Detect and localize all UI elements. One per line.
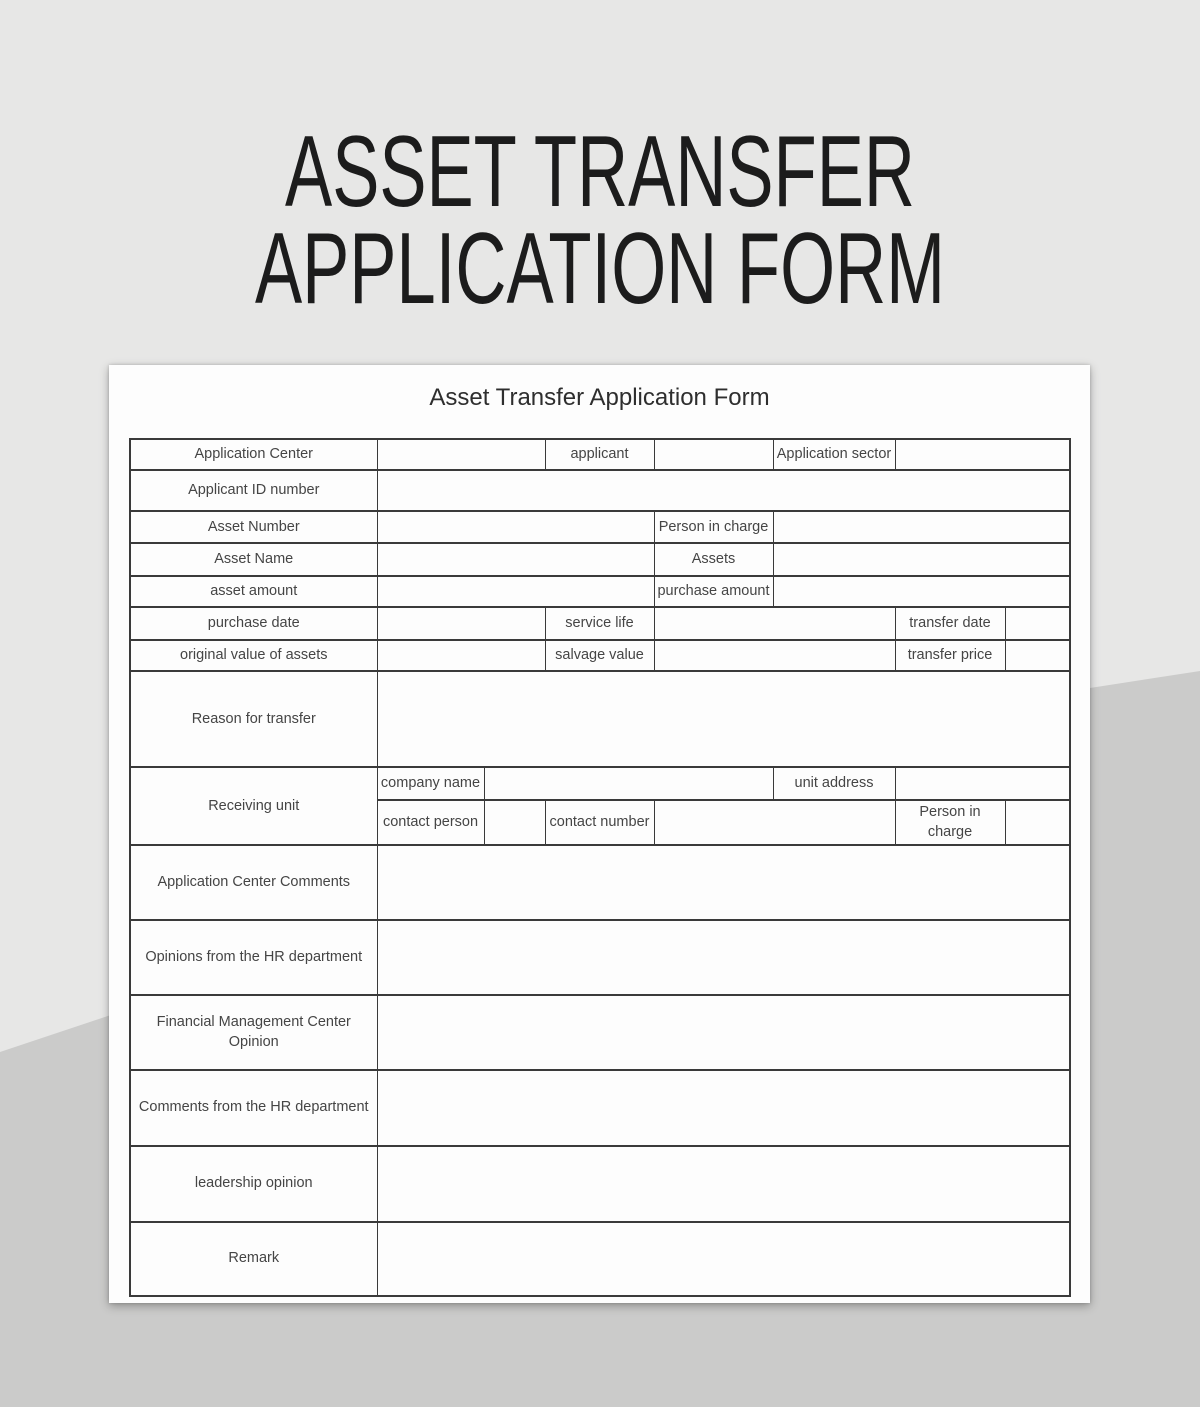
field-company-name	[484, 767, 773, 800]
field-application-sector	[895, 439, 1070, 470]
field-reason-for-transfer	[377, 671, 1070, 767]
label-purchase-amount: purchase amount	[654, 576, 773, 607]
label-assets: Assets	[654, 543, 773, 576]
label-asset-number: Asset Number	[130, 511, 377, 543]
field-transfer-date	[1005, 607, 1070, 640]
field-contact-number	[654, 800, 895, 845]
label-transfer-date: transfer date	[895, 607, 1005, 640]
table-row	[130, 920, 1070, 995]
page-title-line1: ASSET TRANSFER	[285, 116, 915, 228]
table-row	[130, 543, 1070, 576]
label-receiving-unit: Receiving unit	[130, 767, 377, 845]
table-row	[130, 1222, 1070, 1296]
table-row	[130, 470, 1070, 511]
field-transfer-price	[1005, 640, 1070, 671]
field-receiving-person-in-charge	[1005, 800, 1070, 845]
field-person-in-charge	[773, 511, 1070, 543]
table-row	[130, 671, 1070, 767]
field-remark	[377, 1222, 1070, 1296]
label-contact-number: contact number	[545, 800, 654, 845]
table-row	[130, 439, 1070, 470]
form-table	[129, 438, 1071, 1297]
label-company-name: company name	[377, 767, 484, 800]
field-opinions-from-hr	[377, 920, 1070, 995]
field-purchase-date	[377, 607, 545, 640]
field-leadership-opinion	[377, 1146, 1070, 1222]
label-asset-amount: asset amount	[130, 576, 377, 607]
field-comments-from-hr	[377, 1070, 1070, 1146]
label-unit-address: unit address	[773, 767, 895, 800]
label-person-in-charge: Person in charge	[654, 511, 773, 543]
document-page	[109, 365, 1090, 1303]
table-row	[130, 995, 1070, 1070]
label-application-center: Application Center	[130, 439, 377, 470]
table-row	[130, 576, 1070, 607]
form-title: Asset Transfer Application Form	[429, 384, 770, 411]
label-opinions-from-hr: Opinions from the HR department	[130, 920, 377, 995]
field-asset-name	[377, 543, 654, 576]
label-applicant: applicant	[545, 439, 654, 470]
label-application-center-comments: Application Center Comments	[130, 845, 377, 920]
label-applicant-id-number: Applicant ID number	[130, 470, 377, 511]
field-assets	[773, 543, 1070, 576]
table-row	[130, 1146, 1070, 1222]
field-application-center	[377, 439, 545, 470]
field-service-life	[654, 607, 895, 640]
field-asset-amount	[377, 576, 654, 607]
table-row	[130, 1070, 1070, 1146]
field-purchase-amount	[773, 576, 1070, 607]
table-row	[130, 607, 1070, 640]
label-receiving-person-in-charge: Person in charge	[895, 800, 1005, 845]
label-contact-person: contact person	[377, 800, 484, 845]
label-comments-from-hr: Comments from the HR department	[130, 1070, 377, 1146]
label-application-sector: Application sector	[773, 439, 895, 470]
label-original-value-of-assets: original value of assets	[130, 640, 377, 671]
label-salvage-value: salvage value	[545, 640, 654, 671]
table-row	[130, 511, 1070, 543]
field-asset-number	[377, 511, 654, 543]
label-asset-name: Asset Name	[130, 543, 377, 576]
field-application-center-comments	[377, 845, 1070, 920]
label-reason-for-transfer: Reason for transfer	[130, 671, 377, 767]
page-title	[0, 116, 1200, 325]
label-leadership-opinion: leadership opinion	[130, 1146, 377, 1222]
label-service-life: service life	[545, 607, 654, 640]
field-financial-management-center-opinion	[377, 995, 1070, 1070]
page-title-line2: APPLICATION FORM	[254, 213, 946, 325]
field-contact-person	[484, 800, 545, 845]
table-row	[130, 767, 1070, 800]
label-transfer-price: transfer price	[895, 640, 1005, 671]
field-original-value-of-assets	[377, 640, 545, 671]
field-applicant-id-number	[377, 470, 1070, 511]
label-remark: Remark	[130, 1222, 377, 1296]
table-row	[130, 640, 1070, 671]
field-applicant	[654, 439, 773, 470]
table-row	[130, 845, 1070, 920]
field-salvage-value	[654, 640, 895, 671]
label-purchase-date: purchase date	[130, 607, 377, 640]
label-financial-management-center-opinion: Financial Management Center Opinion	[130, 995, 377, 1070]
field-unit-address	[895, 767, 1070, 800]
